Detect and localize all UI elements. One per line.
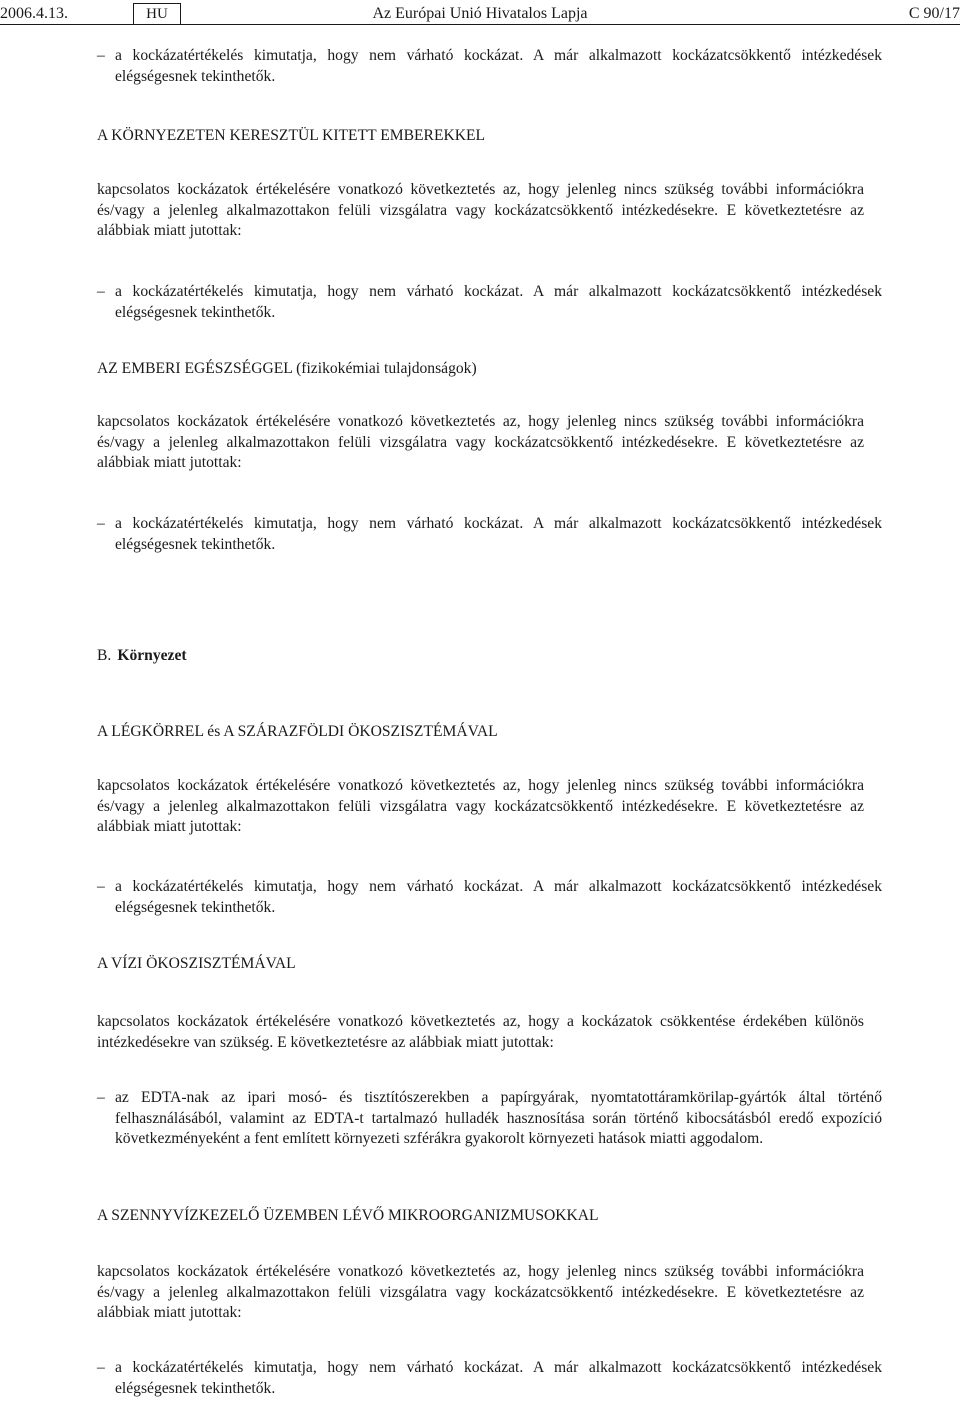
dash-marker: – — [97, 1359, 105, 1376]
dash-marker: – — [97, 47, 105, 64]
section-heading: A VÍZI ÖKOSZISZTÉMÁVAL — [97, 955, 296, 972]
part-title: Környezet — [117, 647, 187, 664]
conclusion-paragraph: kapcsolatos kockázatok értékelésére vonatkozó következtetés az, hogy jelenleg nincs szükség további információkra és/vagy a jelenleg alkalmazottakon felüli vizsgálatra vagy kockázatcsökkentő intézkedésekre. E következtetésre az alábbiak miatt jutottak: — [97, 181, 864, 239]
bullet-text: az EDTA-nak az ipari mosó- és tisztítószerekben a papírgyárak, nyomtatottáramkörilap-gyártók által történő felhasználásából, valamint az EDTA-t tartalmazó hulladék hasznosítása során történő kibocsátásból eredő expozíció következményeként a fent említett környezeti szférákra gyakorolt környezeti hatások miatti aggodalom. — [115, 1089, 882, 1147]
header-rule — [0, 24, 960, 25]
conclusion-paragraph: kapcsolatos kockázatok értékelésére vonatkozó következtetés az, hogy jelenleg nincs szükség további információkra és/vagy a jelenleg alkalmazottakon felüli vizsgálatra vagy kockázatcsökkentő intézkedésekre. E következtetésre az alábbiak miatt jutottak: — [97, 1263, 864, 1321]
dash-marker: – — [97, 283, 105, 300]
bullet-item — [97, 1088, 882, 1150]
bullet-item — [97, 514, 882, 555]
dash-marker: – — [97, 515, 105, 532]
bullet-item — [97, 877, 882, 918]
language-badge: HU — [133, 3, 181, 25]
section-heading: AZ EMBERI EGÉSZSÉGGEL (fizikokémiai tulajdonságok) — [97, 360, 477, 377]
dash-marker: – — [97, 878, 105, 895]
bullet-item — [97, 46, 882, 87]
journal-title: Az Európai Unió Hivatalos Lapja — [372, 5, 588, 22]
section-heading: A LÉGKÖRREL és A SZÁRAZFÖLDI ÖKOSZISZTÉMÁVAL — [97, 723, 498, 740]
bullet-text: a kockázatértékelés kimutatja, hogy nem várható kockázat. A már alkalmazott kockázatcsökkentő intézkedések elégségesnek tekinthetők. — [115, 515, 882, 553]
bullet-text: a kockázatértékelés kimutatja, hogy nem várható kockázat. A már alkalmazott kockázatcsökkentő intézkedések elégségesnek tekinthetők. — [115, 283, 882, 321]
section-heading: A KÖRNYEZETEN KERESZTÜL KITETT EMBEREKKEL — [97, 127, 486, 144]
bullet-text: a kockázatértékelés kimutatja, hogy nem várható kockázat. A már alkalmazott kockázatcsökkentő intézkedések elégségesnek tekinthetők. — [115, 47, 882, 85]
page-header — [0, 2, 960, 24]
bullet-item — [97, 282, 882, 323]
dash-marker: – — [97, 1089, 105, 1106]
bullet-text: a kockázatértékelés kimutatja, hogy nem várható kockázat. A már alkalmazott kockázatcsökkentő intézkedések elégségesnek tekinthetők. — [115, 878, 882, 916]
part-heading — [97, 646, 864, 667]
bullet-item — [97, 1358, 882, 1399]
bullet-text: a kockázatértékelés kimutatja, hogy nem várható kockázat. A már alkalmazott kockázatcsökkentő intézkedések elégségesnek tekinthetők. — [115, 1359, 882, 1397]
conclusion-paragraph: kapcsolatos kockázatok értékelésére vonatkozó következtetés az, hogy jelenleg nincs szükség további információkra és/vagy a jelenleg alkalmazottakon felüli vizsgálatra vagy kockázatcsökkentő intézkedésekre. E következtetésre az alábbiak miatt jutottak: — [97, 777, 864, 835]
header-date: 2006.4.13. — [0, 5, 68, 22]
part-number: B. — [97, 647, 112, 664]
section-heading: A SZENNYVÍZKEZELŐ ÜZEMBEN LÉVŐ MIKROORGANIZMUSOKKAL — [97, 1207, 599, 1224]
conclusion-paragraph: kapcsolatos kockázatok értékelésére vonatkozó következtetés az, hogy jelenleg nincs szükség további információkra és/vagy a jelenleg alkalmazottakon felüli vizsgálatra vagy kockázatcsökkentő intézkedésekre. E következtetésre az alábbiak miatt jutottak: — [97, 413, 864, 471]
conclusion-paragraph: kapcsolatos kockázatok értékelésére vonatkozó következtetés az, hogy a kockázatok csökkentése érdekében különös intézkedésekre van szükség. E következtetésre az alábbiak miatt jutottak: — [97, 1013, 864, 1051]
page-number: C 90/17 — [908, 5, 960, 22]
